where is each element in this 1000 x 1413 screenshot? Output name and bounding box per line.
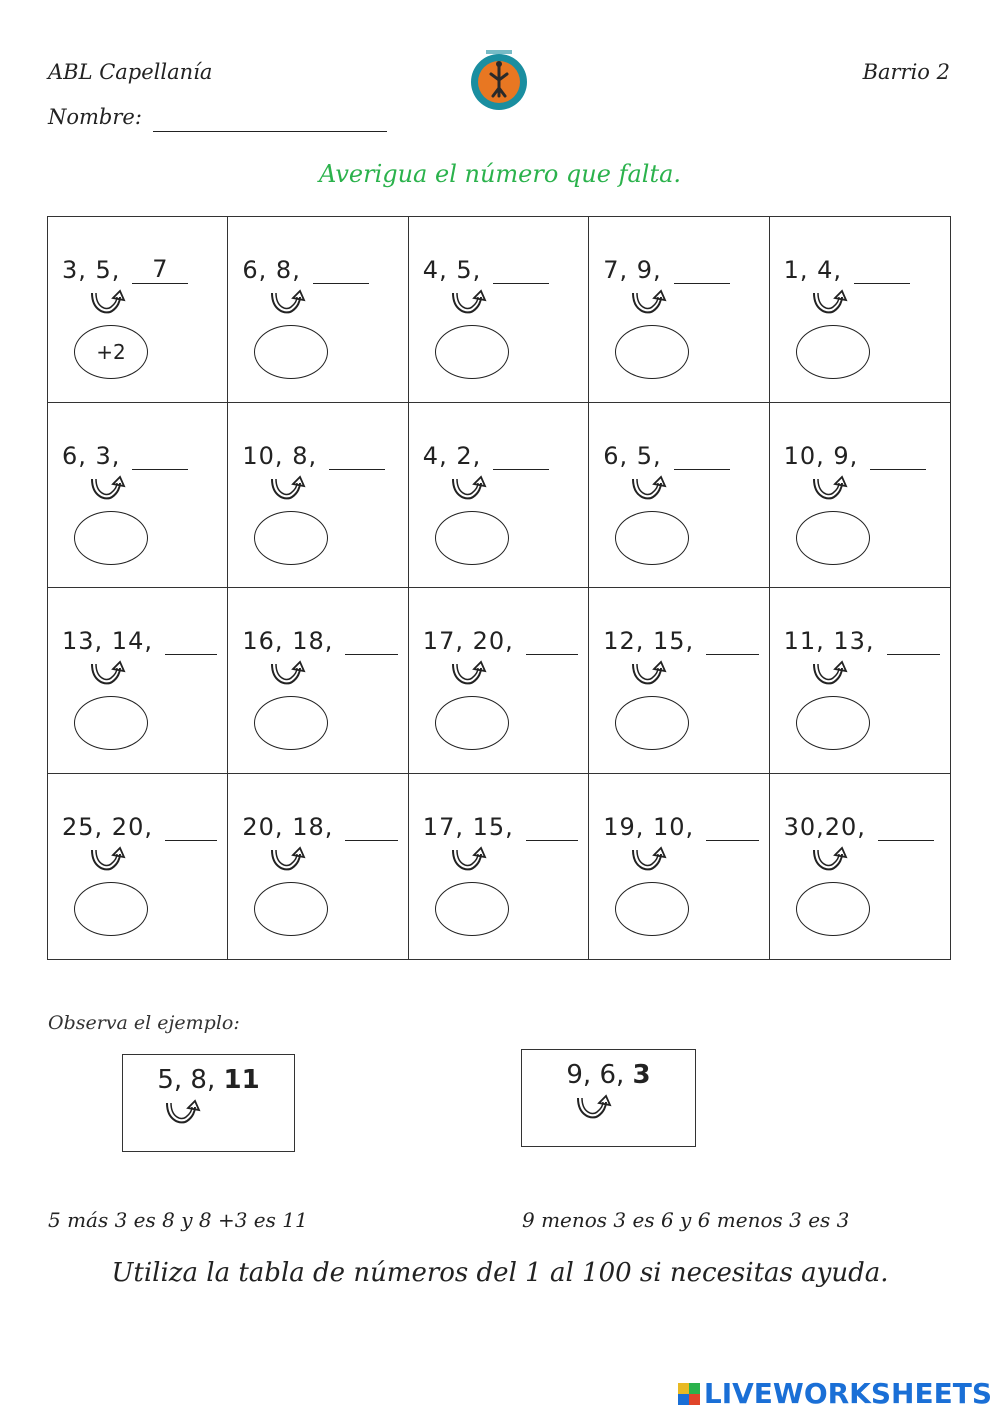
answer-blank[interactable] (526, 812, 578, 841)
jump-arrow-icon (808, 660, 852, 690)
sequence-numbers: 30,20, (783, 812, 866, 841)
exercise-cell (770, 217, 950, 403)
answer-blank[interactable] (329, 441, 385, 470)
school-name: ABL Capellanía (48, 60, 213, 84)
exercise-grid (47, 216, 951, 960)
step-oval[interactable] (796, 325, 870, 379)
number-sequence (603, 812, 758, 841)
sequence-numbers: 1, 4, (783, 256, 843, 284)
exercise-cell (48, 774, 228, 960)
jump-arrow-icon (266, 289, 310, 319)
jump-arrow-icon (161, 1099, 205, 1129)
jump-arrow-icon (86, 846, 130, 876)
jump-arrow-icon (447, 846, 491, 876)
sequence-numbers: 13, 14, (62, 627, 153, 655)
step-oval[interactable] (254, 511, 328, 565)
number-sequence (603, 441, 758, 470)
jump-arrow-icon (86, 475, 130, 505)
exercise-cell (589, 774, 769, 960)
answer-blank[interactable] (706, 626, 758, 655)
number-sequence (423, 626, 578, 655)
exercise-cell (48, 588, 228, 774)
answer-blank[interactable] (674, 255, 730, 284)
brand-name: LIVEWORKSHEETS (703, 1377, 992, 1410)
answer-blank[interactable] (870, 441, 926, 470)
sequence-numbers: 20, 18, (242, 812, 334, 841)
answer-blank[interactable] (493, 255, 549, 284)
step-oval[interactable] (254, 882, 328, 936)
number-sequence (242, 626, 397, 655)
liveworksheets-logo-icon (678, 1383, 700, 1405)
answer-blank[interactable] (887, 626, 940, 655)
exercise-cell (48, 403, 228, 589)
exercise-cell (228, 217, 408, 403)
sequence-numbers: 11, 13, (783, 627, 875, 655)
number-sequence (784, 812, 940, 841)
barrio-label: Barrio 2 (862, 60, 950, 84)
answer-blank[interactable] (345, 626, 397, 655)
example-explanation-subtraction: 9 menos 3 es 6 y 6 menos 3 es 3 (522, 1208, 850, 1232)
jump-arrow-icon (572, 1094, 616, 1124)
example-label: Observa el ejemplo: (48, 1012, 240, 1034)
exercise-cell (770, 588, 950, 774)
sequence-numbers: 17, 20, (422, 627, 514, 655)
answer-blank[interactable] (854, 255, 910, 284)
answer-blank[interactable] (313, 255, 369, 284)
step-oval[interactable] (615, 882, 689, 936)
number-sequence (62, 626, 217, 655)
step-oval[interactable] (254, 325, 328, 379)
sequence-numbers: 6, 3, (62, 441, 121, 470)
jump-arrow-icon (86, 660, 130, 690)
exercise-cell (589, 403, 769, 589)
answer-blank[interactable] (706, 812, 758, 841)
sequence-numbers: 25, 20, (62, 812, 153, 841)
sequence-numbers: 17, 15, (422, 812, 514, 841)
step-oval[interactable] (74, 511, 148, 565)
number-sequence (242, 812, 397, 841)
step-oval[interactable] (435, 325, 509, 379)
sequence-numbers: 4, 5, (422, 256, 482, 284)
exercise-cell (409, 588, 589, 774)
jump-arrow-icon (627, 660, 671, 690)
number-sequence (242, 255, 397, 284)
exercise-cell (48, 217, 228, 403)
jump-arrow-icon (808, 846, 852, 876)
step-oval[interactable] (796, 882, 870, 936)
number-sequence (603, 255, 758, 284)
sequence-numbers: 10, 8, (242, 441, 318, 470)
jump-arrow-icon (808, 475, 852, 505)
answer-blank[interactable] (674, 441, 730, 470)
number-sequence (62, 255, 217, 284)
sequence-numbers: 3, 5, (62, 256, 121, 284)
exercise-cell (409, 217, 589, 403)
sequence-numbers: 16, 18, (242, 627, 334, 655)
number-sequence (62, 441, 217, 470)
example-box-addition (122, 1054, 295, 1152)
exercise-cell (589, 217, 769, 403)
number-sequence (784, 255, 940, 284)
school-logo-icon (464, 48, 534, 112)
number-sequence (423, 812, 578, 841)
step-oval[interactable] (74, 882, 148, 936)
jump-arrow-icon (86, 289, 130, 319)
step-oval[interactable] (615, 325, 689, 379)
instruction-title: Averigua el número que falta. (318, 160, 682, 188)
jump-arrow-icon (447, 289, 491, 319)
step-oval[interactable] (796, 696, 870, 750)
jump-arrow-icon (808, 289, 852, 319)
jump-arrow-icon (266, 475, 310, 505)
number-sequence (423, 441, 578, 470)
example-sequence: 5, 8, (157, 1065, 216, 1095)
example-result: 3 (632, 1060, 651, 1090)
example-explanation-addition: 5 más 3 es 8 y 8 +3 es 11 (48, 1208, 308, 1232)
sequence-numbers: 12, 15, (603, 627, 695, 655)
help-note: Utiliza la tabla de números del 1 al 100 si necesitas ayuda. (111, 1258, 889, 1288)
number-sequence (784, 441, 940, 470)
jump-arrow-icon (447, 660, 491, 690)
name-label: Nombre: (48, 105, 142, 129)
answer-blank[interactable] (493, 441, 549, 470)
step-oval[interactable] (435, 696, 509, 750)
answer-blank[interactable]: 7 (132, 255, 188, 284)
step-oval[interactable] (435, 511, 509, 565)
answer-blank[interactable] (526, 626, 578, 655)
jump-arrow-icon (627, 475, 671, 505)
step-oval[interactable] (615, 696, 689, 750)
exercise-cell (409, 774, 589, 960)
step-oval[interactable]: +2 (74, 325, 148, 379)
exercise-cell (228, 774, 408, 960)
number-sequence (784, 626, 940, 655)
example-sequence: 9, 6, (566, 1060, 625, 1090)
example-result: 11 (223, 1065, 260, 1095)
answer-blank[interactable] (878, 812, 934, 841)
step-oval[interactable] (615, 511, 689, 565)
exercise-cell (770, 774, 950, 960)
sequence-numbers: 6, 5, (603, 441, 662, 470)
answer-blank[interactable] (165, 626, 217, 655)
number-sequence (603, 626, 758, 655)
number-sequence (242, 441, 397, 470)
name-input-line[interactable] (153, 130, 387, 132)
step-oval[interactable] (254, 696, 328, 750)
jump-arrow-icon (627, 289, 671, 319)
jump-arrow-icon (627, 846, 671, 876)
step-oval[interactable] (74, 696, 148, 750)
exercise-cell (228, 588, 408, 774)
jump-arrow-icon (266, 846, 310, 876)
jump-arrow-icon (447, 475, 491, 505)
step-oval[interactable] (796, 511, 870, 565)
answer-blank[interactable] (345, 812, 397, 841)
exercise-cell (770, 403, 950, 589)
number-sequence (62, 812, 217, 841)
answer-blank[interactable] (165, 812, 217, 841)
sequence-numbers: 10, 9, (783, 441, 859, 470)
sequence-numbers: 7, 9, (603, 256, 662, 284)
exercise-cell (228, 403, 408, 589)
sequence-numbers: 4, 2, (422, 441, 482, 470)
step-oval[interactable] (435, 882, 509, 936)
liveworksheets-brand[interactable] (678, 1377, 992, 1410)
exercise-cell (409, 403, 589, 589)
sequence-numbers: 6, 8, (242, 256, 301, 284)
answer-blank[interactable] (132, 441, 188, 470)
exercise-cell (589, 588, 769, 774)
jump-arrow-icon (266, 660, 310, 690)
example-box-subtraction (521, 1049, 696, 1147)
number-sequence (423, 255, 578, 284)
sequence-numbers: 19, 10, (603, 812, 695, 841)
